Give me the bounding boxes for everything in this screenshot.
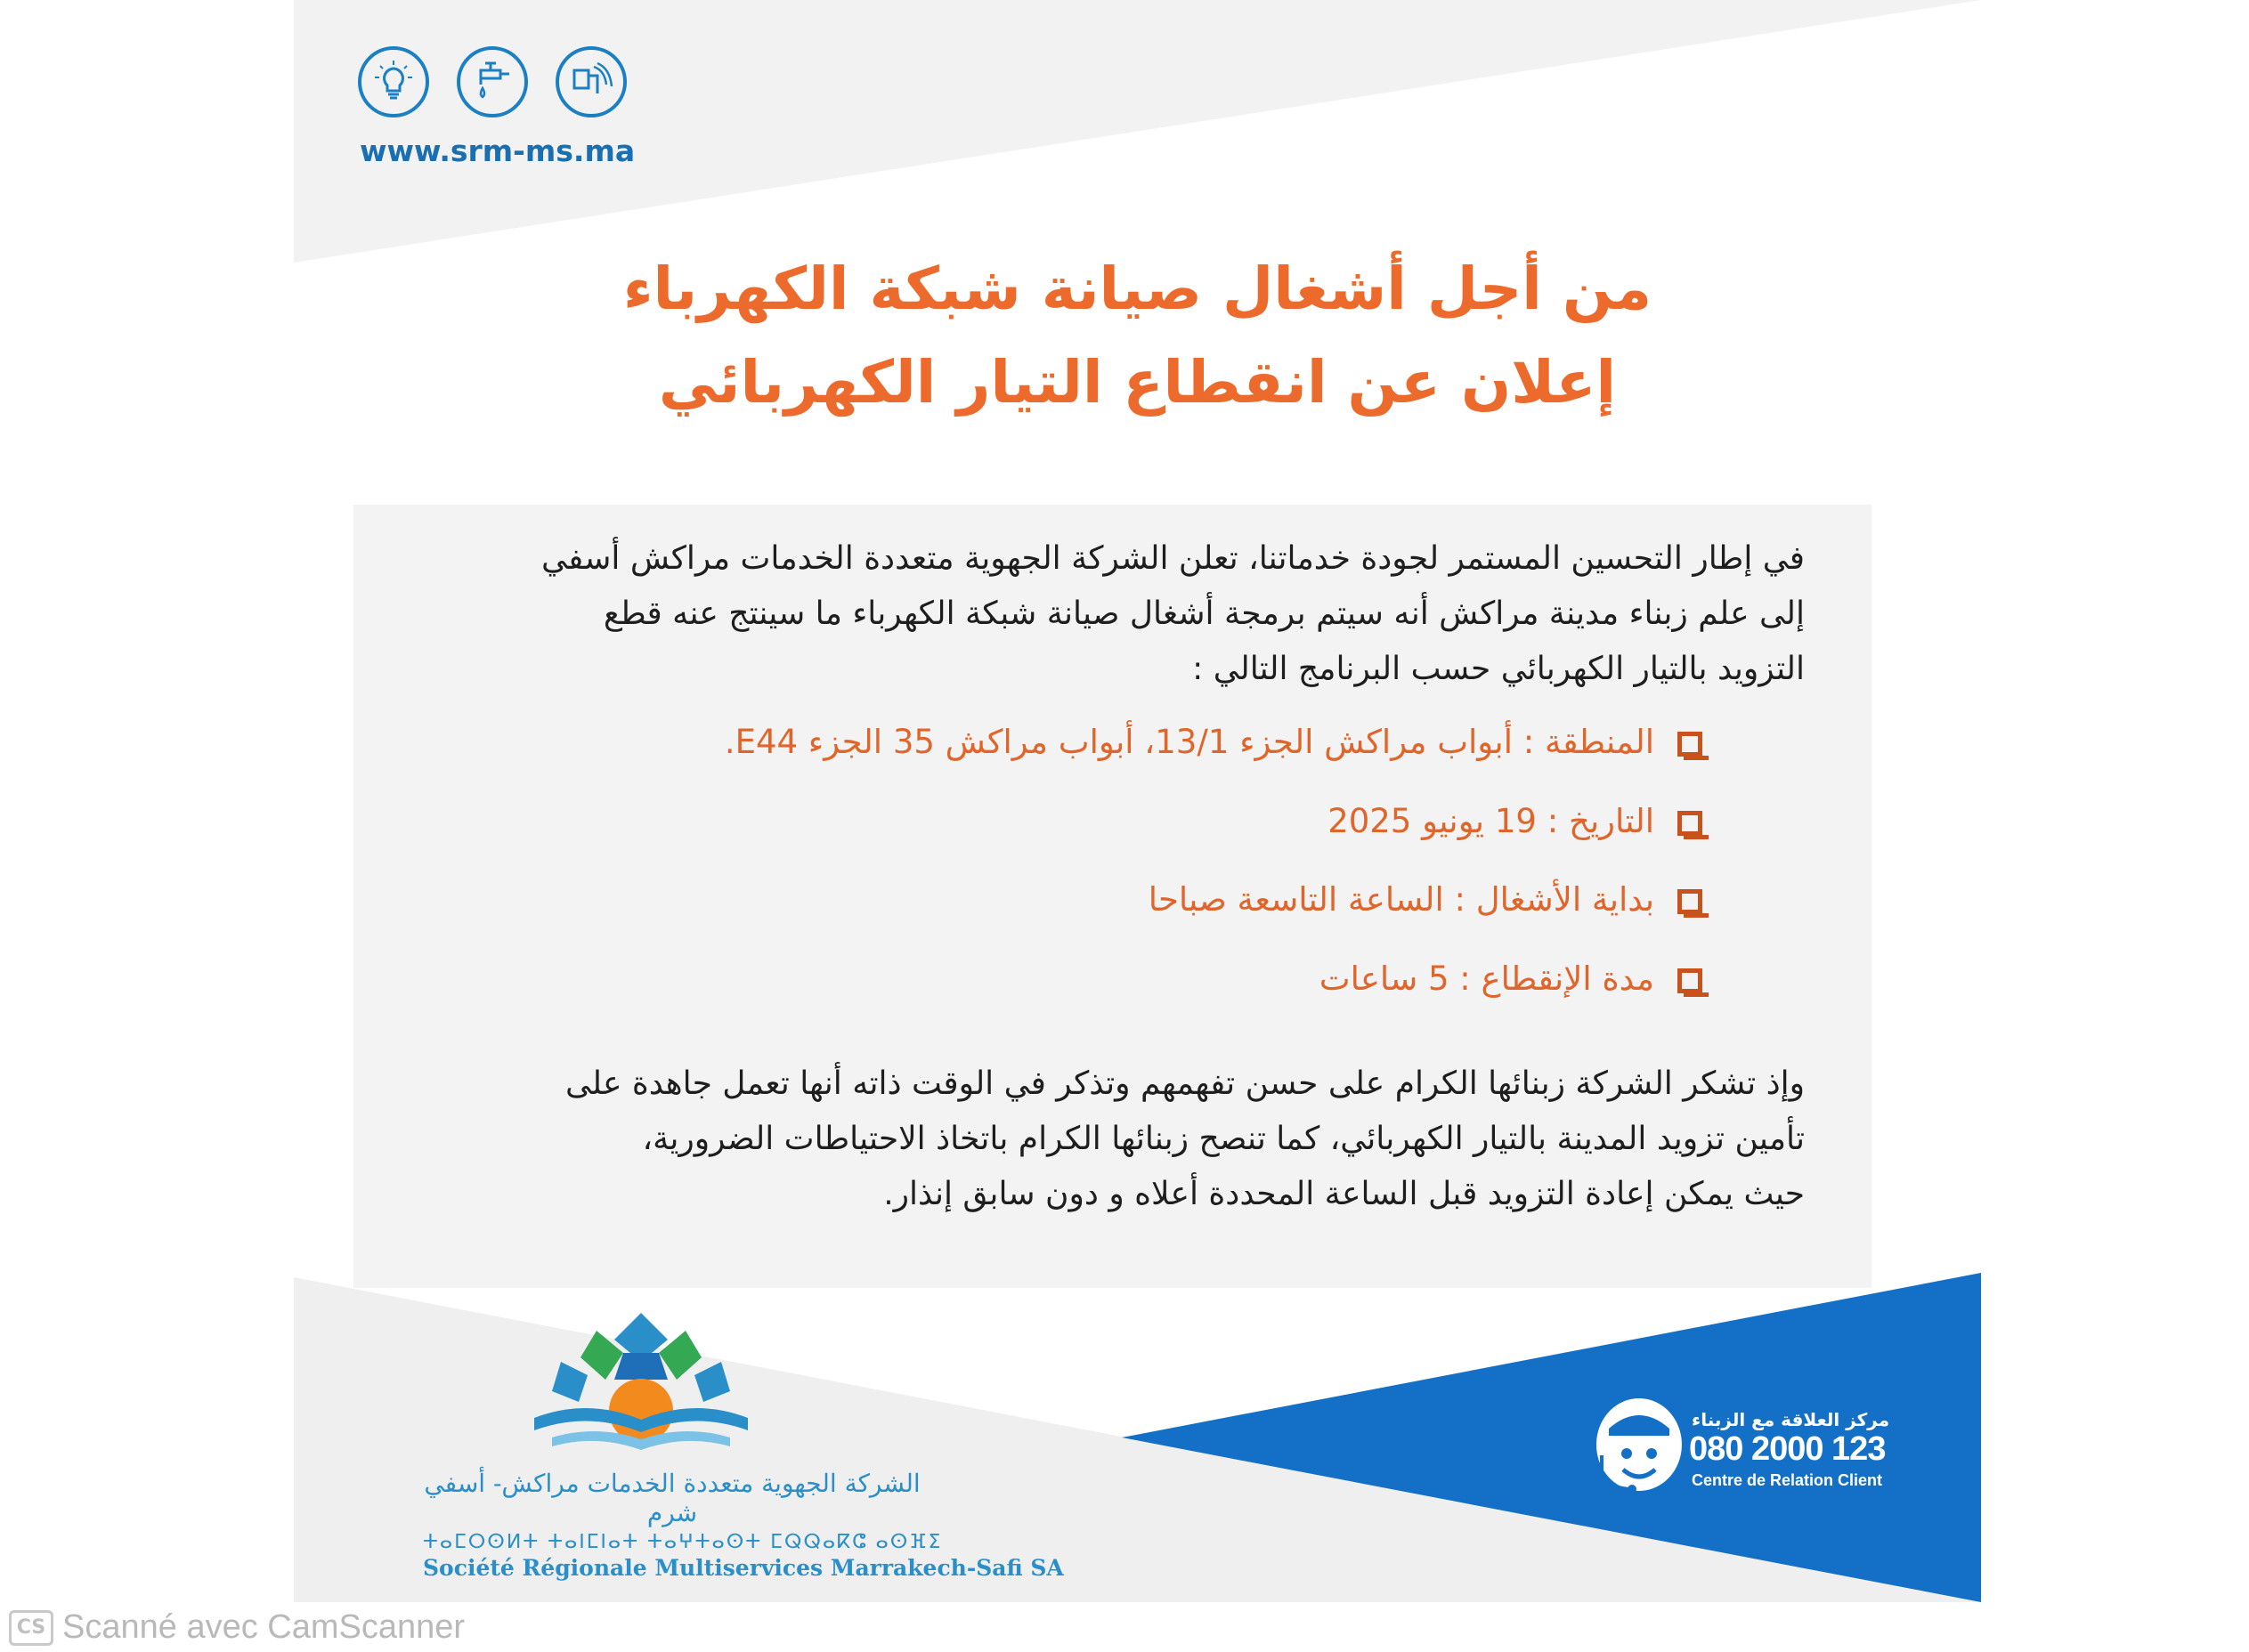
closing-line-2: تأمين تزويد المدينة بالتيار الكهربائي، كما تنصح زبنائها الكرام باتخاذ الاحتياطات الضرورية، — [642, 1121, 1805, 1157]
website-url[interactable]: www.srm-ms.ma — [360, 134, 636, 168]
closing-line-3: حيث يمكن إعادة التزويد قبل الساعة المحددة أعلاه و دون سابق إنذار. — [883, 1176, 1805, 1212]
checkbox-bullet-icon — [1677, 889, 1702, 914]
title-line-2: إعلان عن انقطاع التيار الكهربائي — [658, 348, 1617, 417]
company-name-tifinagh: ⵜⴰⵎⵔⵙⵍⵜ ⵜⴰⵏⵎⵏⴰⵜ ⵜⴰⵖⵜⴰⵙⵜ ⵎⵕⵕⴰⴽⵛ ⴰⵙⴼⵉ — [423, 1531, 943, 1553]
intro-line-1: في إطار التحسين المستمر لجودة خدماتنا، تعلن الشركة الجهوية متعددة الخدمات مراكش أسفي — [541, 540, 1805, 577]
bullet-text: مدة الإنقطاع : 5 ساعات — [1319, 960, 1654, 998]
intro-line-3: التزويد بالتيار الكهربائي حسب البرنامج التالي : — [1192, 651, 1805, 687]
company-name-french: Société Régionale Multiservices Marrakech-Safi SA — [423, 1555, 1064, 1581]
bullet-start-time — [367, 873, 1702, 927]
customer-center-label-arabic: مركز العلاقة مع الزبناء — [1692, 1409, 1890, 1430]
company-logo — [534, 1313, 748, 1455]
bullet-date — [367, 795, 1702, 848]
camscanner-logo-icon: CS — [9, 1610, 53, 1646]
camscanner-watermark — [9, 1608, 465, 1647]
closing-line-1: وإذ تشكر الشركة زبنائها الكرام على حسن تفهمهم وتذكر في الوقت ذاته أنها تعمل جاهدة على — [565, 1065, 1805, 1102]
customer-center-label-french: Centre de Relation Client — [1692, 1471, 1883, 1489]
lightbulb-icon — [358, 46, 429, 117]
bullet-text: بداية الأشغال : الساعة التاسعة صباحا — [1148, 880, 1654, 919]
intro-line-2: إلى علم زبناء مدينة مراكش أنه سيتم برمجة أشغال صيانة شبكة الكهرباء ما سينتج عنه قطع — [603, 595, 1805, 632]
company-name-arabic: الشركة الجهوية متعددة الخدمات مراكش- أسفي شرم — [424, 1469, 921, 1527]
checkbox-bullet-icon — [1677, 968, 1702, 993]
sanitation-pipe-icon — [556, 46, 627, 117]
checkbox-bullet-icon — [1677, 732, 1702, 757]
bullet-text: المنطقة : أبواب مراكش الجزء 13/1، أبواب مراكش 35 الجزء E44. — [724, 723, 1654, 761]
company-name-block — [423, 1469, 1064, 1581]
bullet-duration — [367, 952, 1702, 1006]
title-line-1: من أجل أشغال صيانة شبكة الكهرباء — [622, 255, 1652, 323]
water-tap-icon — [457, 46, 528, 117]
bullet-text: التاريخ : 19 يونيو 2025 — [1327, 802, 1654, 840]
camscanner-text: Scanné avec CamScanner — [62, 1608, 466, 1646]
customer-center-phone[interactable]: 080 2000 123 — [1689, 1430, 1886, 1468]
bullet-area — [367, 716, 1702, 769]
content-box — [353, 505, 1871, 1288]
agent-mascot-icon — [1589, 1393, 1689, 1509]
customer-center-block — [1589, 1384, 1901, 1518]
announcement-poster — [294, 0, 1981, 1602]
checkbox-bullet-icon — [1677, 811, 1702, 836]
top-grey-band — [294, 0, 1981, 263]
